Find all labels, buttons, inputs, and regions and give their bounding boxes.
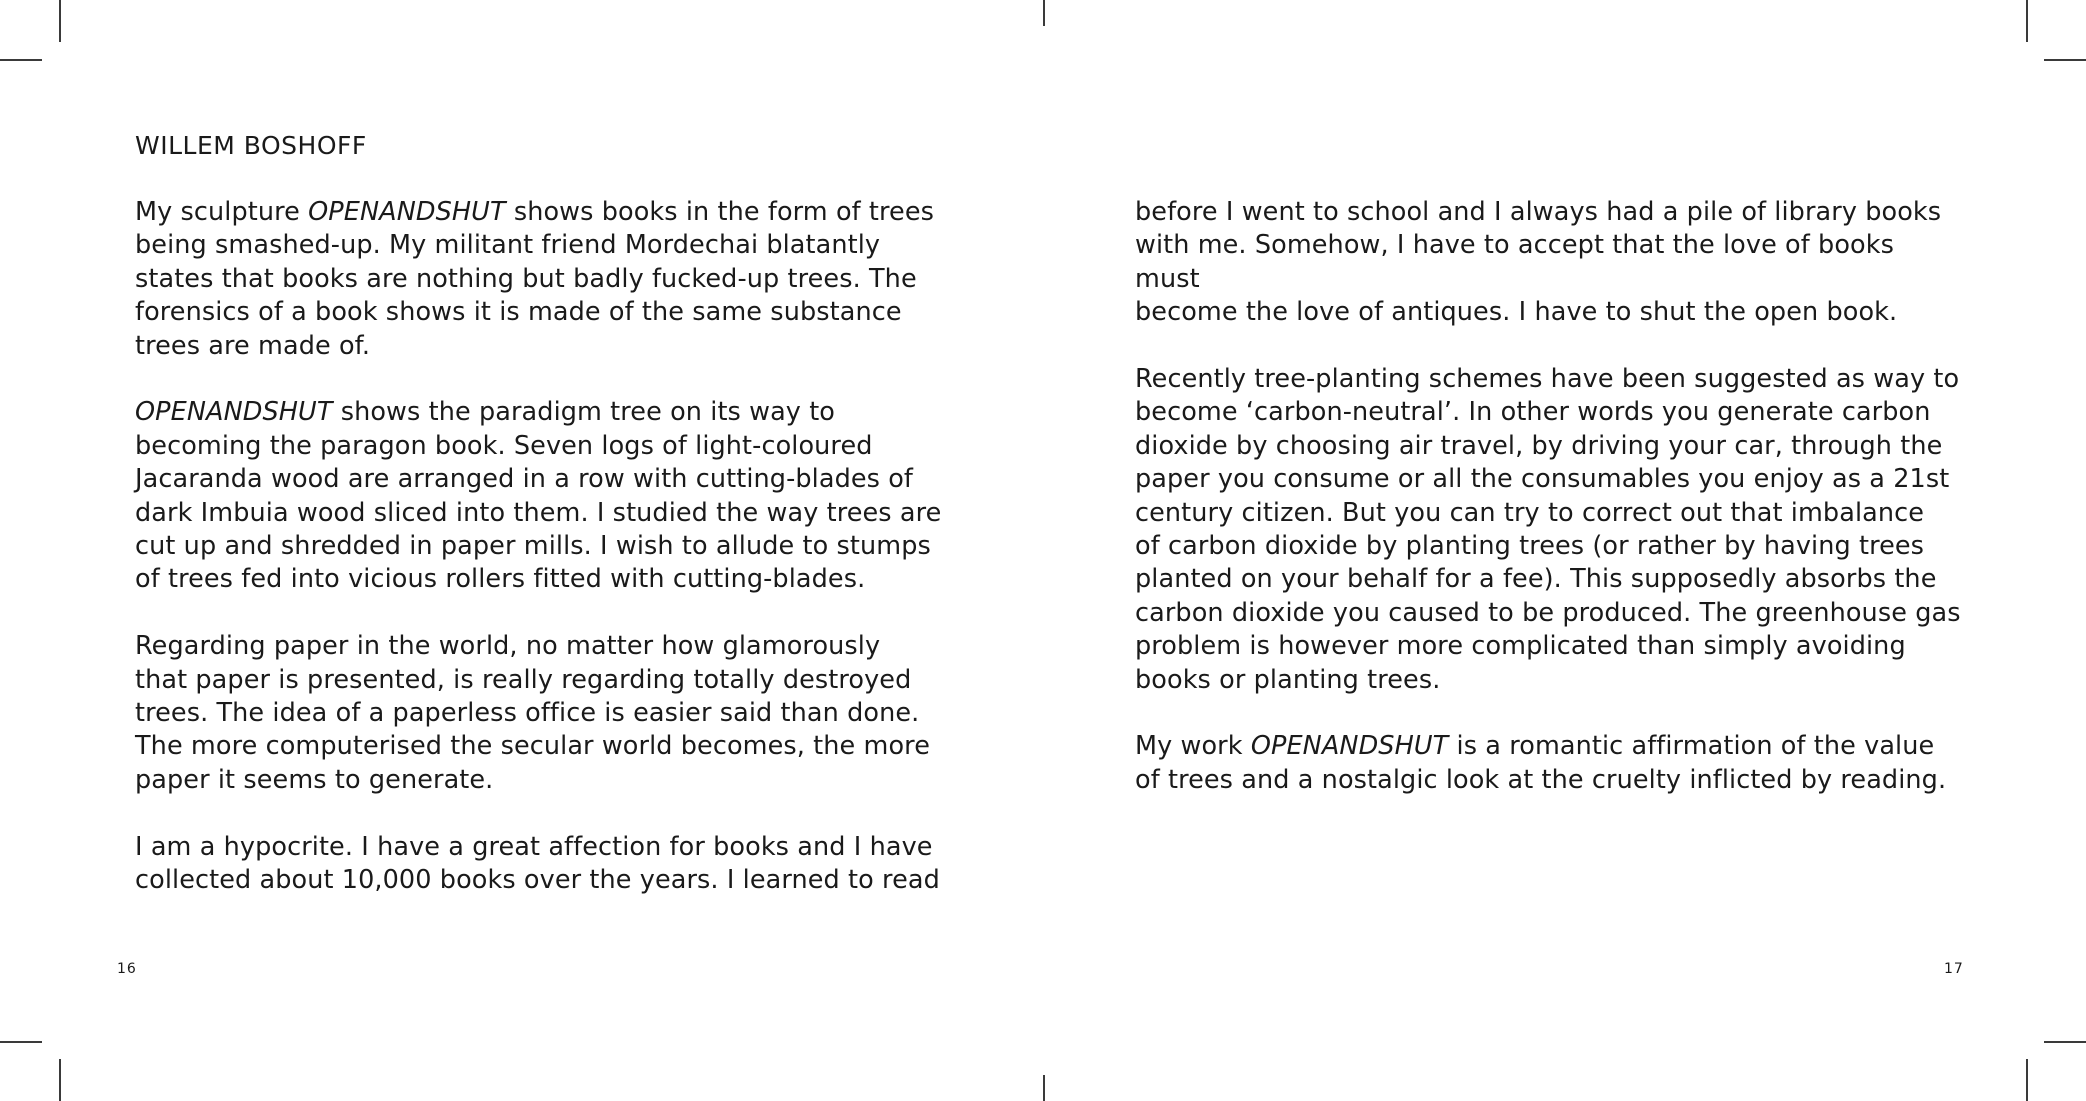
crop-mark: [0, 1041, 42, 1043]
crop-mark: [2044, 59, 2086, 61]
paragraph: Regarding paper in the world, no matter how glamorously that paper is presented, is really regarding totally destroyed trees. The idea of a paperless office is easier said than done. The more computerised the secular world becomes, the more paper it seems to generate.: [135, 631, 930, 795]
crop-mark: [2044, 1041, 2086, 1043]
page-number: 16: [117, 961, 137, 977]
crop-mark: [59, 1059, 61, 1101]
paragraph: My work OPENANDSHUT is a romantic affirmation of the value of trees and a nostalgic look at the cruelty inflicted by reading.: [1135, 731, 1947, 795]
artwork-title: OPENANDSHUT: [135, 397, 333, 428]
paragraph: I am a hypocrite. I have a great affection for books and I have collected about 10,000 books over the years. I learned to read: [135, 831, 940, 896]
artwork-title: OPENANDSHUT: [308, 197, 506, 227]
crop-mark: [2026, 1059, 2028, 1101]
right-page-text: [1135, 196, 1965, 831]
crop-mark: [59, 0, 61, 42]
crop-mark: [2026, 0, 2028, 42]
paragraph: Recently tree-planting schemes have been suggested as way to become ‘carbon-neutral’. In other words you generate carbon dioxide by choosing air travel, by driving your car, through the paper you consume or all the consumables you enjoy as a 21st century citizen. But you can try to correct out that imbalance of carbon dioxide by planting trees (or rather by having trees planted on your behalf for a fee). This supposedly absorbs the carbon dioxide you caused to be produced. The greenhouse gas problem is however more complicated than simply avoiding books or planting trees.: [1135, 364, 1961, 695]
crop-mark: [1043, 1075, 1045, 1101]
crop-mark: [0, 59, 42, 61]
paragraph: OPENANDSHUT shows the paradigm tree on its way to becoming the paragon book. Seven logs of light-coloured Jacaranda wood are arranged in a row with cutting-blades of dark Imbuia wood sliced into them. I studied the way trees are cut up and shredded in paper mills. I wish to allude to stumps of trees fed into vicious rollers fitted with cutting-blades.: [135, 397, 942, 595]
paragraph: My sculpture OPENANDSHUT shows books in the form of trees being smashed-up. My militant friend Mordechai blatantly states that books are nothing but badly fucked-up trees. The forensics of a book shows it is made of the same substance trees are made of.: [135, 197, 935, 361]
artwork-title: OPENANDSHUT: [1250, 731, 1449, 762]
left-page-text: [135, 196, 955, 931]
page-heading: WILLEM BOSHOFF: [135, 131, 367, 160]
page-number: 17: [1944, 961, 1964, 977]
paragraph: before I went to school and I always had a pile of library books with me. Somehow, I have to accept that the love of books must become the love of antiques. I have to shut the open book.: [1135, 197, 1942, 328]
crop-mark: [1043, 0, 1045, 26]
